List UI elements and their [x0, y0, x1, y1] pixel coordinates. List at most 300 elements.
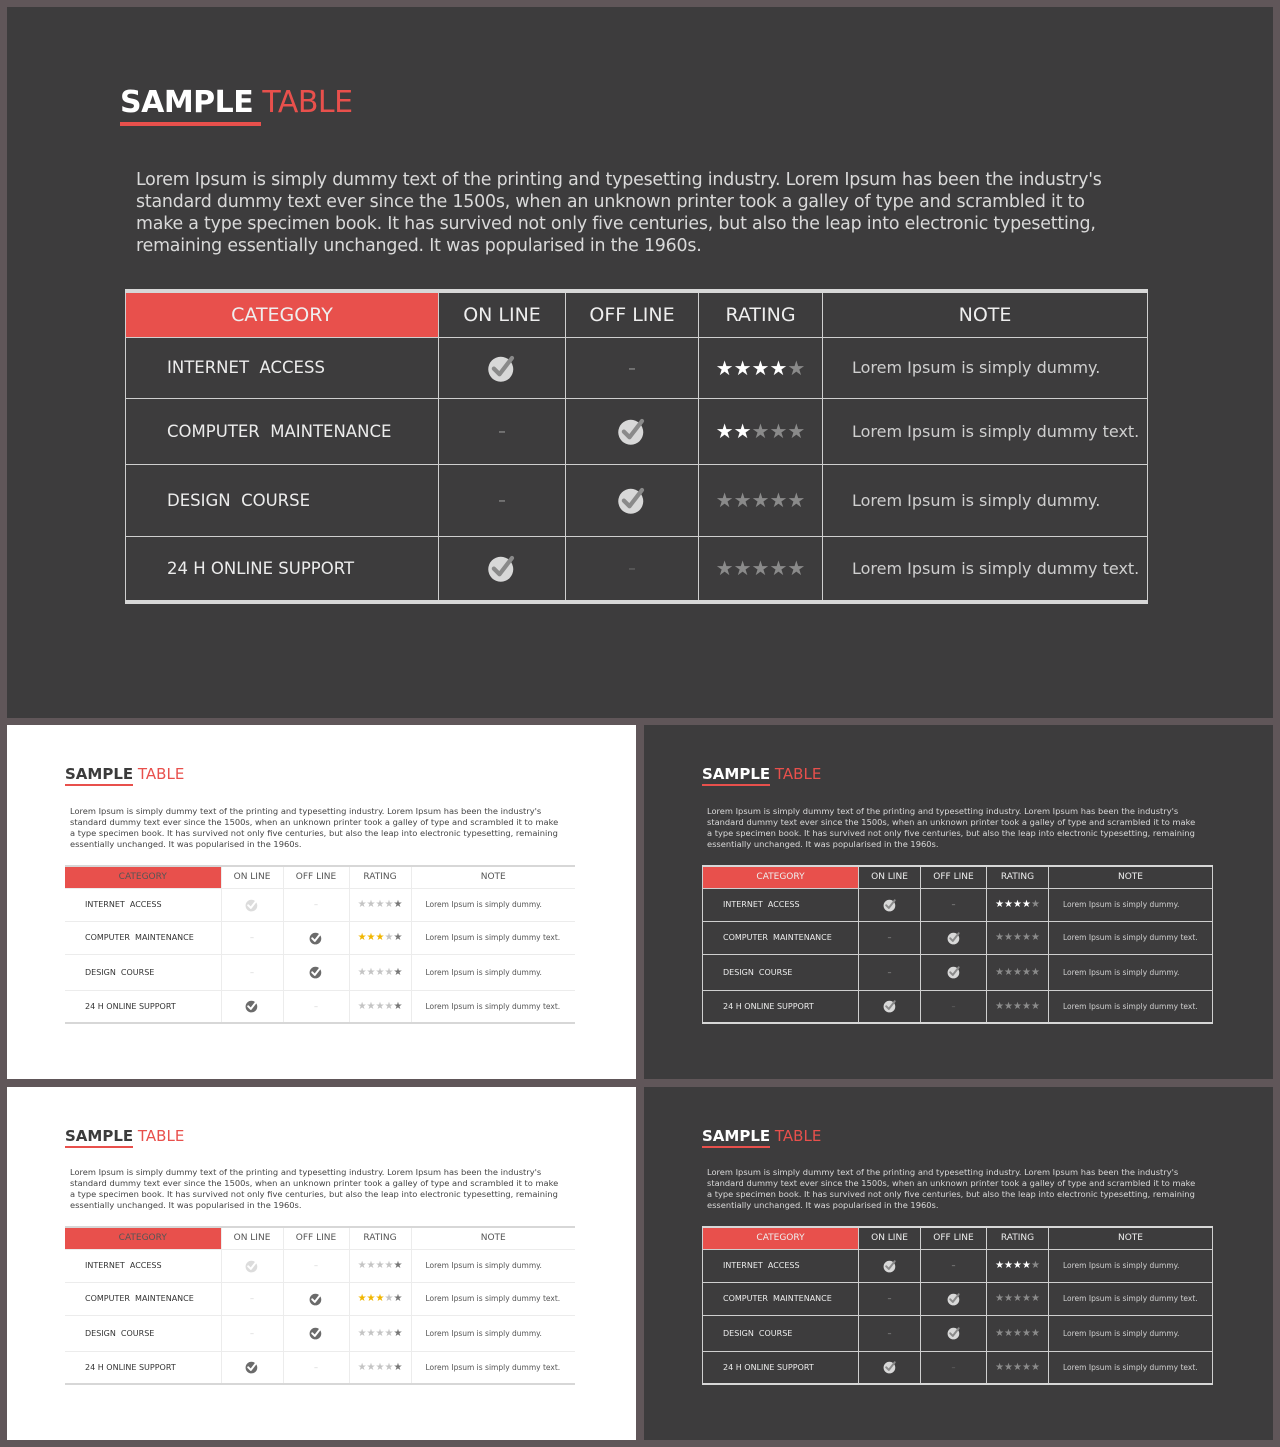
note-text: Lorem Ipsum is simply dummy text.	[425, 1001, 561, 1011]
offline-cell	[921, 954, 987, 990]
header-offline: OFF LINE	[921, 1227, 987, 1249]
note-text: Lorem Ipsum is simply dummy text.	[425, 933, 561, 942]
star-icon: ★	[995, 1361, 1005, 1373]
title-bold: SAMPLE	[120, 85, 254, 120]
rating-stars	[716, 419, 806, 443]
dash-indicator: –	[887, 967, 892, 977]
category-label: COMPUTER MAINTENANCE	[723, 1294, 832, 1303]
rating-stars	[995, 932, 1040, 943]
rating-cell	[987, 1249, 1049, 1282]
star-icon: ★	[366, 932, 376, 943]
star-icon: ★	[375, 1293, 385, 1304]
offline-cell	[283, 954, 349, 990]
star-icon: ★	[733, 556, 752, 581]
rating-stars	[995, 1328, 1040, 1339]
table-row	[703, 1282, 1213, 1315]
offline-cell	[283, 1351, 349, 1384]
rating-stars	[995, 899, 1040, 910]
note-text: Lorem Ipsum is simply dummy.	[425, 900, 542, 909]
category-label: 24 H ONLINE SUPPORT	[85, 1001, 176, 1011]
star-icon: ★	[375, 932, 385, 943]
note-text: Lorem Ipsum is simply dummy.	[1063, 900, 1180, 909]
star-icon: ★	[1004, 966, 1014, 978]
check-circle-icon	[245, 898, 259, 912]
offline-cell	[921, 1249, 987, 1282]
category-cell	[65, 1351, 221, 1384]
category-label: INTERNET ACCESS	[723, 900, 800, 909]
table-row	[65, 1315, 575, 1351]
comparison-table	[702, 865, 1213, 1024]
star-icon: ★	[384, 1361, 394, 1373]
star-icon: ★	[1013, 1293, 1022, 1304]
category-cell	[703, 1315, 859, 1351]
slide-title	[702, 765, 821, 786]
dash-indicator: –	[314, 900, 318, 909]
dash-indicator: –	[250, 1294, 254, 1303]
table-row	[703, 954, 1213, 990]
star-icon: ★	[733, 419, 752, 443]
star-icon: ★	[715, 488, 734, 512]
table-row	[65, 1282, 575, 1315]
dash-indicator: –	[250, 1328, 254, 1338]
note-text: Lorem Ipsum is simply dummy text.	[425, 1294, 561, 1303]
note-cell	[1049, 1249, 1213, 1282]
category-cell	[65, 990, 221, 1023]
check-circle-icon	[487, 553, 517, 583]
intro-paragraph: Lorem Ipsum is simply dummy text of the printing and typesetting industry. Lorem Ipsum has been the industry's standard dummy text ever since the 1500s, when an unknown printer took a galley of type and scrambled it to make a type specimen book. It has survived not only five centuries, but also the leap into electronic typesetting, remaining essentially unchanged. It was popularised in the 1960s.	[707, 1167, 1196, 1210]
dash-indicator: –	[951, 1001, 956, 1011]
note-cell	[411, 954, 575, 990]
star-icon: ★	[715, 556, 734, 581]
online-cell	[439, 536, 566, 602]
check-circle-icon	[309, 1292, 323, 1306]
category-cell	[703, 1249, 859, 1282]
rating-stars	[995, 1362, 1040, 1373]
star-icon: ★	[384, 899, 394, 910]
star-icon: ★	[357, 1293, 367, 1304]
online-cell	[221, 1351, 283, 1384]
header-online: ON LINE	[859, 866, 921, 888]
check-circle-icon	[947, 931, 961, 945]
table-row	[703, 1351, 1213, 1384]
table-row	[703, 921, 1213, 954]
rating-stars	[716, 488, 806, 512]
check-circle-icon	[245, 999, 259, 1013]
star-icon: ★	[375, 1327, 385, 1339]
note-cell	[411, 1282, 575, 1315]
category-label: COMPUTER MAINTENANCE	[723, 933, 832, 942]
header-offline: OFF LINE	[566, 291, 699, 337]
category-label: DESIGN COURSE	[723, 967, 793, 977]
check-circle-icon	[617, 485, 647, 515]
star-icon: ★	[995, 1000, 1005, 1012]
header-rating: RATING	[987, 1227, 1049, 1249]
check-circle-icon	[883, 999, 897, 1013]
rating-cell	[987, 954, 1049, 990]
note-text: Lorem Ipsum is simply dummy text.	[1063, 1001, 1198, 1011]
rating-stars	[358, 1001, 403, 1012]
star-icon: ★	[751, 488, 770, 512]
category-label: 24 H ONLINE SUPPORT	[85, 1362, 176, 1372]
star-icon: ★	[1030, 1293, 1040, 1304]
online-cell	[439, 337, 566, 398]
star-icon: ★	[769, 556, 788, 581]
note-cell	[1049, 921, 1213, 954]
header-rating: RATING	[699, 291, 823, 337]
star-icon: ★	[1021, 966, 1031, 978]
online-cell	[859, 1282, 921, 1315]
star-icon: ★	[366, 966, 376, 978]
offline-cell	[921, 921, 987, 954]
rating-cell	[349, 888, 411, 921]
online-cell	[221, 1282, 283, 1315]
note-cell	[1049, 954, 1213, 990]
dash-indicator: –	[628, 358, 636, 377]
star-icon: ★	[357, 1327, 367, 1339]
category-cell	[65, 1249, 221, 1282]
note-cell	[411, 990, 575, 1023]
header-note: NOTE	[1049, 866, 1213, 888]
star-icon: ★	[1013, 1260, 1022, 1271]
table-row	[126, 398, 1148, 464]
rating-stars	[358, 967, 403, 978]
star-icon: ★	[384, 1000, 394, 1012]
comparison-table	[125, 289, 1148, 604]
header-rating: RATING	[987, 866, 1049, 888]
rating-stars	[716, 356, 806, 380]
star-icon: ★	[1021, 932, 1031, 943]
title-accent: TABLE	[774, 765, 822, 783]
star-icon: ★	[384, 1293, 394, 1304]
rating-cell	[987, 1351, 1049, 1384]
header-online: ON LINE	[221, 866, 283, 888]
offline-cell	[566, 398, 699, 464]
category-cell	[703, 954, 859, 990]
star-icon: ★	[393, 899, 403, 910]
star-icon: ★	[769, 488, 788, 512]
star-icon: ★	[787, 556, 806, 581]
category-label: DESIGN COURSE	[85, 967, 155, 977]
note-cell	[411, 1315, 575, 1351]
note-cell	[411, 1351, 575, 1384]
star-icon: ★	[366, 1000, 376, 1012]
star-icon: ★	[1021, 1293, 1031, 1304]
star-icon: ★	[375, 1000, 385, 1012]
star-icon: ★	[1030, 1327, 1040, 1339]
slide-title	[702, 1127, 821, 1148]
star-icon: ★	[787, 355, 806, 380]
note-text: Lorem Ipsum is simply dummy.	[425, 967, 542, 977]
note-cell	[411, 888, 575, 921]
online-cell	[221, 954, 283, 990]
note-cell	[411, 1249, 575, 1282]
note-cell	[411, 921, 575, 954]
note-text: Lorem Ipsum is simply dummy.	[1063, 967, 1180, 977]
category-cell	[126, 536, 439, 602]
category-label: DESIGN COURSE	[723, 1328, 793, 1338]
star-icon: ★	[357, 966, 367, 978]
star-icon: ★	[1030, 1361, 1040, 1373]
rating-cell	[987, 888, 1049, 921]
rating-cell	[699, 464, 823, 536]
intro-paragraph: Lorem Ipsum is simply dummy text of the printing and typesetting industry. Lorem Ipsum has been the industry's standard dummy text ever since the 1500s, when an unknown printer took a galley of type and scrambled it to make a type specimen book. It has survived not only five centuries, but also the leap into electronic typesetting, remaining essentially unchanged. It was popularised in the 1960s.	[136, 170, 1102, 256]
slide-title	[65, 1127, 184, 1148]
note-text: Lorem Ipsum is simply dummy.	[852, 358, 1101, 377]
title-underline	[702, 1146, 770, 1148]
check-circle-icon	[309, 1326, 323, 1340]
title-accent: TABLE	[137, 1127, 185, 1145]
online-cell	[221, 990, 283, 1023]
check-circle-icon	[947, 965, 961, 979]
offline-cell	[921, 1351, 987, 1384]
star-icon: ★	[1013, 1361, 1022, 1373]
star-icon: ★	[1013, 899, 1022, 910]
dash-indicator: –	[314, 1001, 318, 1011]
intro-paragraph: Lorem Ipsum is simply dummy text of the printing and typesetting industry. Lorem Ipsum has been the industry's standard dummy text ever since the 1500s, when an unknown printer took a galley of type and scrambled it to make a type specimen book. It has survived not only five centuries, but also the leap into electronic typesetting, remaining essentially unchanged. It was popularised in the 1960s.	[70, 806, 559, 849]
category-cell	[65, 921, 221, 954]
offline-cell	[566, 464, 699, 536]
star-icon: ★	[357, 932, 367, 943]
rating-stars	[358, 1362, 403, 1373]
offline-cell	[283, 1315, 349, 1351]
title-accent: TABLE	[137, 765, 185, 783]
note-cell	[823, 536, 1148, 602]
header-online: ON LINE	[859, 1227, 921, 1249]
star-icon: ★	[1013, 966, 1022, 978]
table-row	[703, 1249, 1213, 1282]
thumbnail-dark-1	[644, 725, 1273, 1079]
star-icon: ★	[366, 1293, 376, 1304]
rating-cell	[987, 921, 1049, 954]
category-cell	[703, 990, 859, 1023]
dash-indicator: –	[951, 900, 956, 909]
star-icon: ★	[995, 932, 1005, 943]
dash-indicator: –	[314, 1362, 318, 1372]
online-cell	[859, 888, 921, 921]
star-icon: ★	[1013, 1327, 1022, 1339]
main-slide	[7, 7, 1273, 718]
category-label: INTERNET ACCESS	[167, 358, 325, 377]
online-cell	[221, 921, 283, 954]
star-icon: ★	[1013, 1000, 1022, 1012]
star-icon: ★	[1021, 1361, 1031, 1373]
table-row	[65, 1351, 575, 1384]
rating-cell	[987, 990, 1049, 1023]
dash-indicator: –	[887, 1294, 892, 1303]
star-icon: ★	[995, 1327, 1005, 1339]
online-cell	[859, 1315, 921, 1351]
offline-cell	[283, 990, 349, 1023]
category-label: INTERNET ACCESS	[85, 900, 162, 909]
category-label: DESIGN COURSE	[85, 1328, 155, 1338]
category-cell	[65, 1315, 221, 1351]
star-icon: ★	[733, 488, 752, 512]
online-cell	[859, 1351, 921, 1384]
star-icon: ★	[393, 1293, 403, 1304]
rating-cell	[349, 990, 411, 1023]
table-row	[65, 1249, 575, 1282]
online-cell	[859, 954, 921, 990]
dash-indicator: –	[250, 933, 254, 942]
note-cell	[1049, 1282, 1213, 1315]
header-rating: RATING	[349, 866, 411, 888]
star-icon: ★	[751, 556, 770, 581]
star-icon: ★	[375, 1361, 385, 1373]
rating-stars	[358, 932, 403, 943]
title-accent: TABLE	[262, 85, 353, 120]
category-cell	[126, 464, 439, 536]
rating-stars	[995, 1260, 1040, 1271]
slide-title	[65, 765, 184, 786]
star-icon: ★	[357, 899, 367, 910]
note-cell	[823, 464, 1148, 536]
offline-cell	[921, 888, 987, 921]
offline-cell	[921, 1315, 987, 1351]
note-cell	[1049, 888, 1213, 921]
table-row	[126, 536, 1148, 602]
dash-indicator: –	[887, 933, 892, 942]
rating-cell	[349, 921, 411, 954]
category-cell	[126, 337, 439, 398]
category-label: INTERNET ACCESS	[85, 1261, 162, 1270]
thumbnail-light-2	[7, 1087, 636, 1440]
dash-indicator: –	[887, 1328, 892, 1338]
star-icon: ★	[1004, 1260, 1014, 1271]
online-cell	[859, 990, 921, 1023]
star-icon: ★	[1004, 1000, 1014, 1012]
star-icon: ★	[393, 1260, 403, 1271]
comparison-table	[65, 865, 575, 1024]
star-icon: ★	[384, 932, 394, 943]
star-icon: ★	[1021, 1000, 1031, 1012]
title-bold: SAMPLE	[65, 765, 134, 783]
offline-cell	[283, 1282, 349, 1315]
star-icon: ★	[1004, 1327, 1014, 1339]
star-icon: ★	[1004, 1293, 1014, 1304]
star-icon: ★	[1004, 899, 1014, 910]
dash-indicator: –	[498, 491, 506, 509]
check-circle-icon	[487, 353, 517, 383]
note-cell	[1049, 1315, 1213, 1351]
online-cell	[859, 1249, 921, 1282]
star-icon: ★	[751, 355, 770, 380]
title-bold: SAMPLE	[65, 1127, 134, 1145]
star-icon: ★	[733, 355, 752, 380]
offline-cell	[283, 1249, 349, 1282]
star-icon: ★	[375, 966, 385, 978]
offline-cell	[283, 888, 349, 921]
category-cell	[65, 888, 221, 921]
title-accent: TABLE	[774, 1127, 822, 1145]
star-icon: ★	[357, 1361, 367, 1373]
table-row	[65, 990, 575, 1023]
star-icon: ★	[366, 1260, 376, 1271]
category-cell	[65, 1282, 221, 1315]
note-text: Lorem Ipsum is simply dummy.	[425, 1261, 542, 1270]
star-icon: ★	[751, 419, 770, 443]
header-note: NOTE	[823, 291, 1148, 337]
star-icon: ★	[1004, 1361, 1014, 1373]
note-cell	[1049, 990, 1213, 1023]
check-circle-icon	[883, 1360, 897, 1374]
note-text: Lorem Ipsum is simply dummy text.	[1063, 1362, 1198, 1372]
star-icon: ★	[1030, 1260, 1040, 1271]
header-rating: RATING	[349, 1227, 411, 1249]
rating-cell	[699, 398, 823, 464]
offline-cell	[921, 1282, 987, 1315]
rating-cell	[699, 337, 823, 398]
star-icon: ★	[357, 1260, 367, 1271]
star-icon: ★	[393, 932, 403, 943]
note-cell	[823, 398, 1148, 464]
category-label: 24 H ONLINE SUPPORT	[167, 558, 355, 578]
star-icon: ★	[1021, 1260, 1031, 1271]
slide-title	[120, 85, 353, 126]
category-cell	[703, 888, 859, 921]
dash-indicator: –	[314, 1261, 318, 1270]
check-circle-icon	[947, 1326, 961, 1340]
star-icon: ★	[787, 488, 806, 512]
table-row	[65, 954, 575, 990]
offline-cell	[566, 536, 699, 602]
header-category: CATEGORY	[126, 291, 439, 337]
check-circle-icon	[245, 1360, 259, 1374]
check-circle-icon	[883, 1259, 897, 1273]
star-icon: ★	[715, 419, 734, 443]
check-circle-icon	[617, 416, 647, 446]
star-icon: ★	[393, 1000, 403, 1012]
note-text: Lorem Ipsum is simply dummy.	[1063, 1328, 1180, 1338]
star-icon: ★	[995, 1260, 1005, 1271]
star-icon: ★	[1021, 1327, 1031, 1339]
check-circle-icon	[309, 931, 323, 945]
star-icon: ★	[995, 1293, 1005, 1304]
online-cell	[221, 1315, 283, 1351]
star-icon: ★	[384, 1327, 394, 1339]
category-label: DESIGN COURSE	[167, 490, 311, 510]
rating-cell	[349, 1351, 411, 1384]
category-label: 24 H ONLINE SUPPORT	[723, 1001, 814, 1011]
dash-indicator: –	[951, 1362, 956, 1372]
check-circle-icon	[245, 1259, 259, 1273]
star-icon: ★	[995, 966, 1005, 978]
note-cell	[823, 337, 1148, 398]
category-cell	[703, 1282, 859, 1315]
rating-stars	[995, 1293, 1040, 1304]
category-label: COMPUTER MAINTENANCE	[85, 933, 194, 942]
dash-indicator: –	[250, 967, 254, 977]
offline-cell	[283, 921, 349, 954]
header-category: CATEGORY	[703, 1227, 859, 1249]
star-icon: ★	[769, 419, 788, 443]
category-label: INTERNET ACCESS	[723, 1261, 800, 1270]
table-row	[703, 888, 1213, 921]
dash-indicator: –	[951, 1261, 956, 1270]
star-icon: ★	[1030, 1000, 1040, 1012]
rating-stars	[358, 1260, 403, 1271]
note-text: Lorem Ipsum is simply dummy text.	[852, 558, 1140, 578]
comparison-table	[65, 1226, 575, 1385]
header-category: CATEGORY	[65, 1227, 221, 1249]
note-cell	[1049, 1351, 1213, 1384]
star-icon: ★	[366, 1361, 376, 1373]
title-underline	[120, 122, 261, 126]
rating-stars	[995, 1001, 1040, 1012]
star-icon: ★	[393, 1361, 403, 1373]
star-icon: ★	[1004, 932, 1014, 943]
star-icon: ★	[1013, 932, 1022, 943]
header-note: NOTE	[411, 1227, 575, 1249]
